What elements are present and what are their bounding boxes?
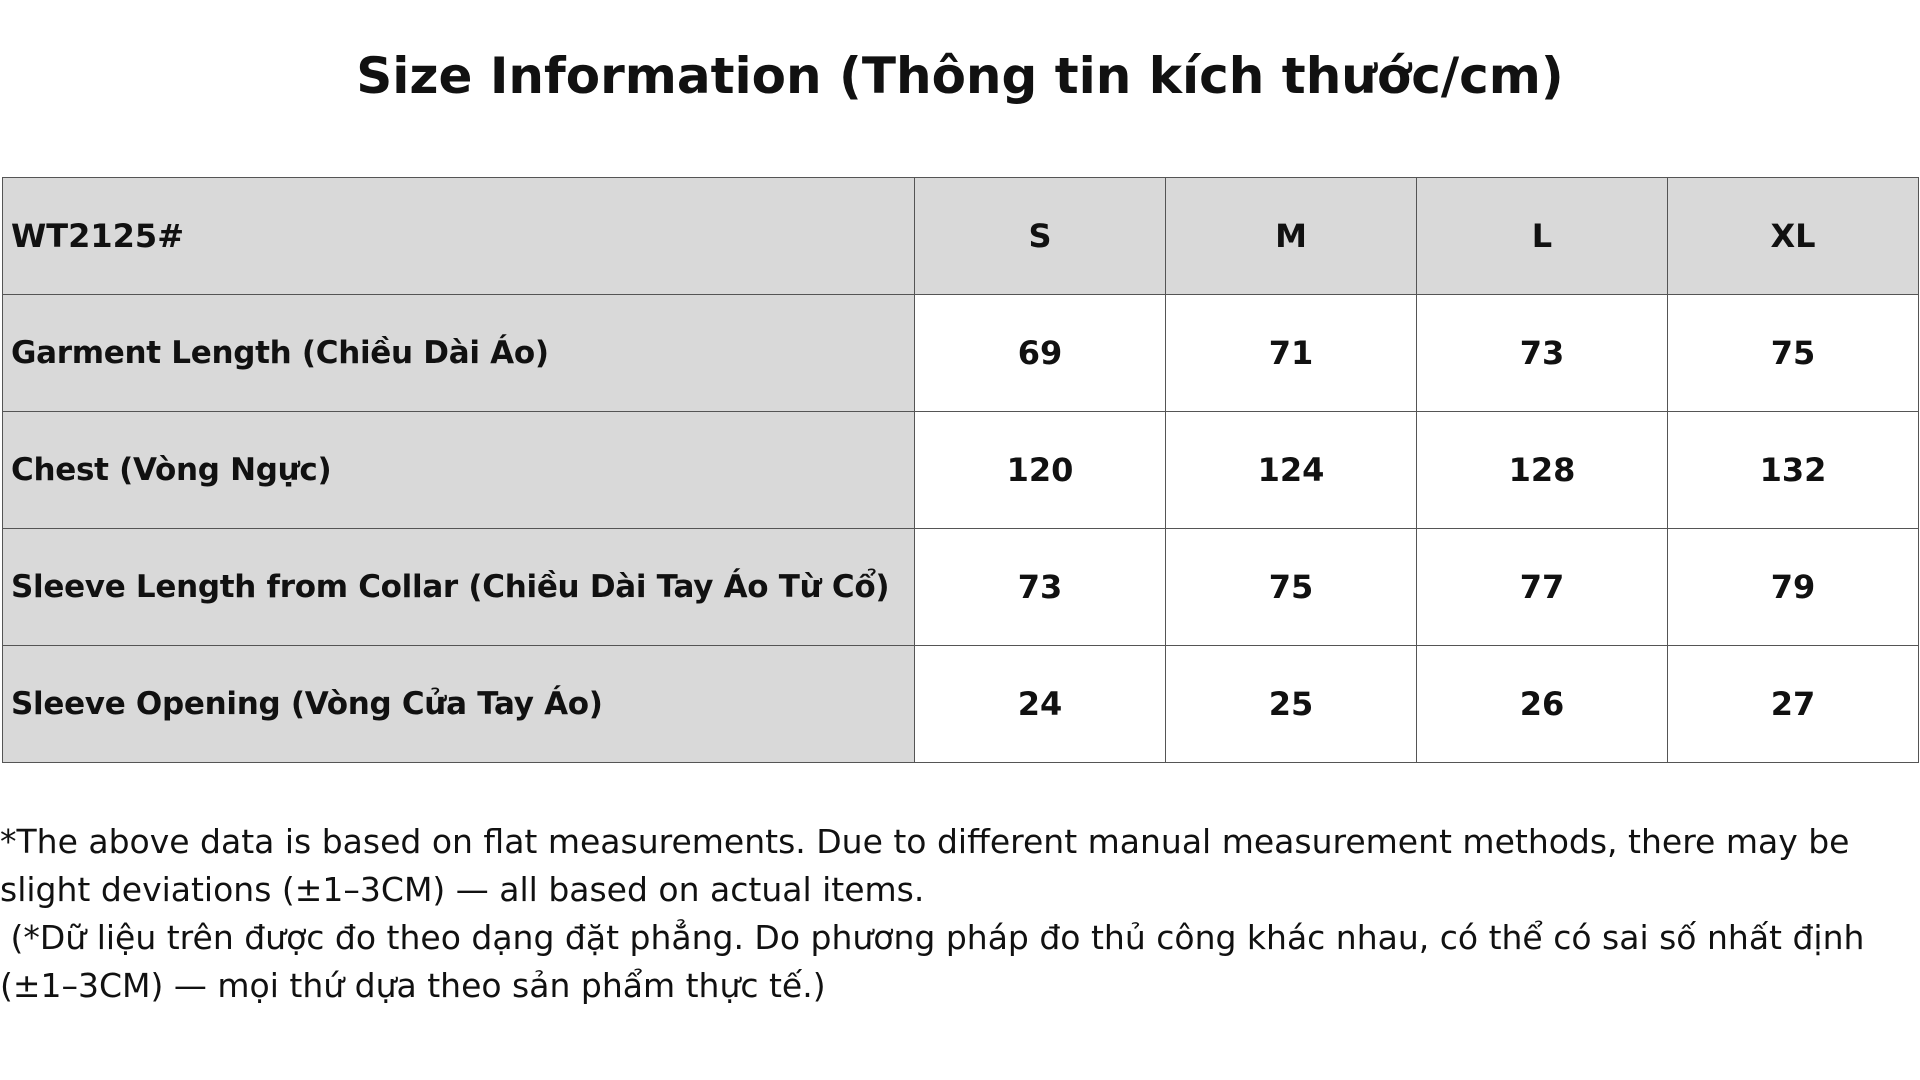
value-cell: 73 xyxy=(915,529,1166,646)
value-cell: 124 xyxy=(1166,412,1417,529)
row-label: Garment Length (Chiều Dài Áo) xyxy=(3,295,915,412)
value-cell: 128 xyxy=(1417,412,1668,529)
value-cell: 77 xyxy=(1417,529,1668,646)
row-label: Sleeve Opening (Vòng Cửa Tay Áo) xyxy=(3,646,915,763)
note-vietnamese: (*Dữ liệu trên được đo theo dạng đặt phẳng. Do phương pháp đo thủ công khác nhau, có thể có sai số nhất định (±1–3CM) — mọi thứ dựa theo sản phẩm thực tế.) xyxy=(0,918,1875,1005)
value-cell: 75 xyxy=(1668,295,1919,412)
size-header-l: L xyxy=(1417,178,1668,295)
size-table xyxy=(2,177,1919,763)
value-cell: 27 xyxy=(1668,646,1919,763)
size-header-s: S xyxy=(915,178,1166,295)
measurement-note xyxy=(0,818,1916,1010)
row-label: Sleeve Length from Collar (Chiều Dài Tay Áo Từ Cổ) xyxy=(3,529,915,646)
value-cell: 79 xyxy=(1668,529,1919,646)
table-row xyxy=(3,529,1919,646)
product-code-cell: WT2125# xyxy=(3,178,915,295)
value-cell: 73 xyxy=(1417,295,1668,412)
value-cell: 120 xyxy=(915,412,1166,529)
value-cell: 75 xyxy=(1166,529,1417,646)
value-cell: 25 xyxy=(1166,646,1417,763)
value-cell: 69 xyxy=(915,295,1166,412)
table-row xyxy=(3,412,1919,529)
table-row xyxy=(3,646,1919,763)
value-cell: 71 xyxy=(1166,295,1417,412)
size-header-m: M xyxy=(1166,178,1417,295)
size-header-xl: XL xyxy=(1668,178,1919,295)
value-cell: 132 xyxy=(1668,412,1919,529)
value-cell: 24 xyxy=(915,646,1166,763)
row-label: Chest (Vòng Ngực) xyxy=(3,412,915,529)
table-header-row xyxy=(3,178,1919,295)
table-row xyxy=(3,295,1919,412)
value-cell: 26 xyxy=(1417,646,1668,763)
page-title: Size Information (Thông tin kích thước/cm) xyxy=(356,47,1564,105)
note-english: *The above data is based on flat measurements. Due to different manual measurement methods, there may be slight deviations (±1–3CM) — all based on actual items. xyxy=(0,822,1850,909)
